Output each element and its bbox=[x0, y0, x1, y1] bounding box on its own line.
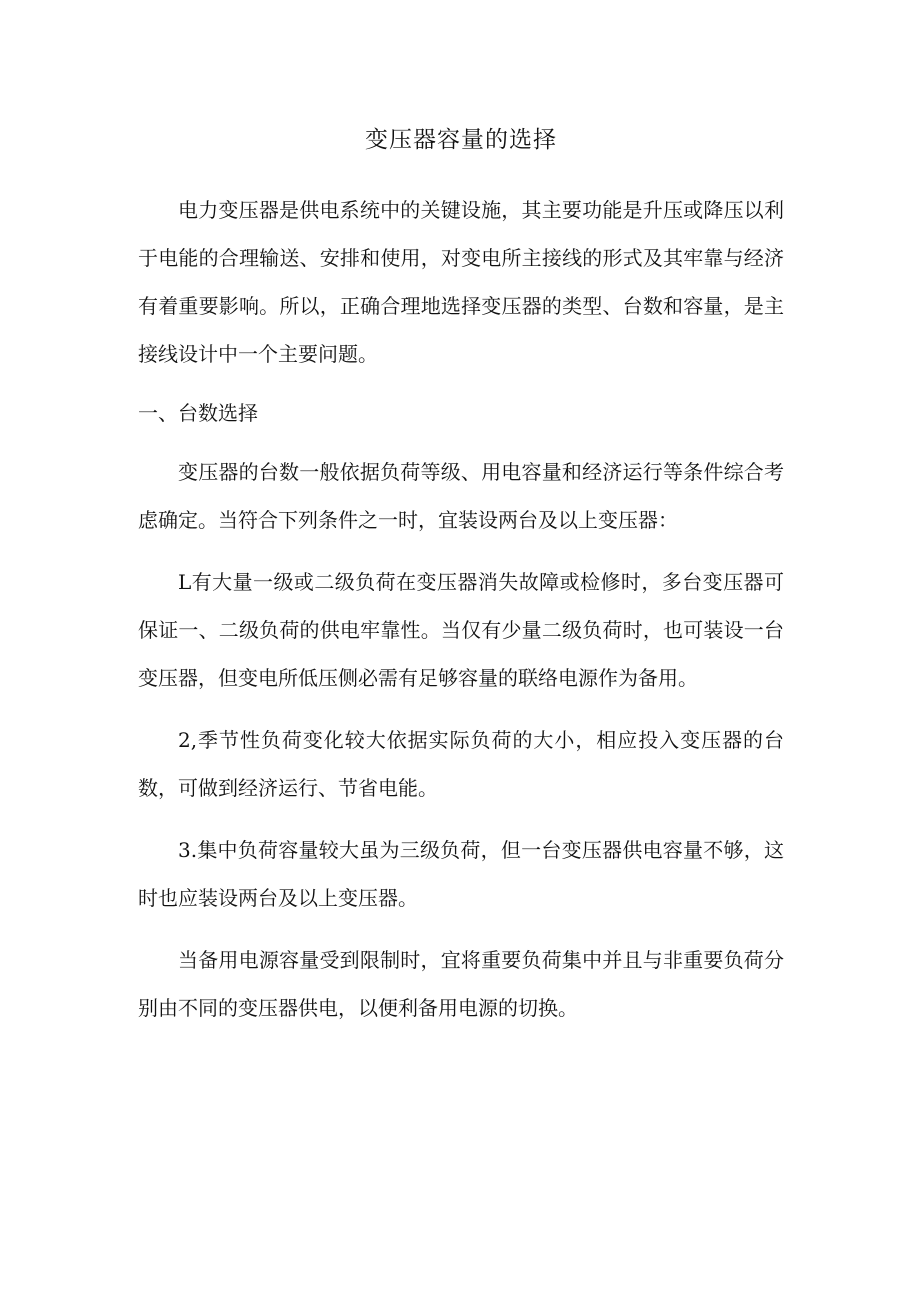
spacer bbox=[138, 378, 784, 389]
spacer bbox=[138, 702, 784, 716]
section-lead-paragraph: 变压器的台数一般依据负荷等级、用电容量和经济运行等条件综合考虑确定。当符合下列条件之一时，宜装设两台及以上变压器： bbox=[138, 460, 784, 532]
spacer bbox=[138, 812, 784, 826]
list-item-1: L有大量一级或二级负荷在变压器消失故障或检修时，多台变压器可保证一、二级负荷的供电牢靠性。当仅有少量二级负荷时，也可装设一台变压器，但变电所低压侧必需有足够容量的联络电源作为备用。 bbox=[138, 570, 784, 690]
closing-paragraph: 当备用电源容量受到限制时，宜将重要负荷集中并且与非重要负荷分别由不同的变压器供电，以便利备用电源的切换。 bbox=[138, 948, 784, 1020]
intro-paragraph: 电力变压器是供电系统中的关键设施，其主要功能是升压或降压以利于电能的合理输送、安排和使用，对变电所主接线的形式及其牢靠与经济有着重要影响。所以，正确合理地选择变压器的类型、台数和容量，是主接线设计中一个主要问题。 bbox=[138, 198, 784, 366]
list-item-2: 2,季节性负荷变化较大依据实际负荷的大小，相应投入变压器的台数，可做到经济运行、节省电能。 bbox=[138, 728, 784, 800]
page-title: 变压器容量的选择 bbox=[365, 127, 557, 153]
spacer bbox=[138, 437, 784, 448]
list-item-3: 3.集中负荷容量较大虽为三级负荷，但一台变压器供电容量不够，这时也应装设两台及以上变压器。 bbox=[138, 838, 784, 910]
spacer bbox=[138, 544, 784, 558]
spacer bbox=[138, 922, 784, 936]
section-heading-count: 一、台数选择 bbox=[138, 401, 258, 425]
